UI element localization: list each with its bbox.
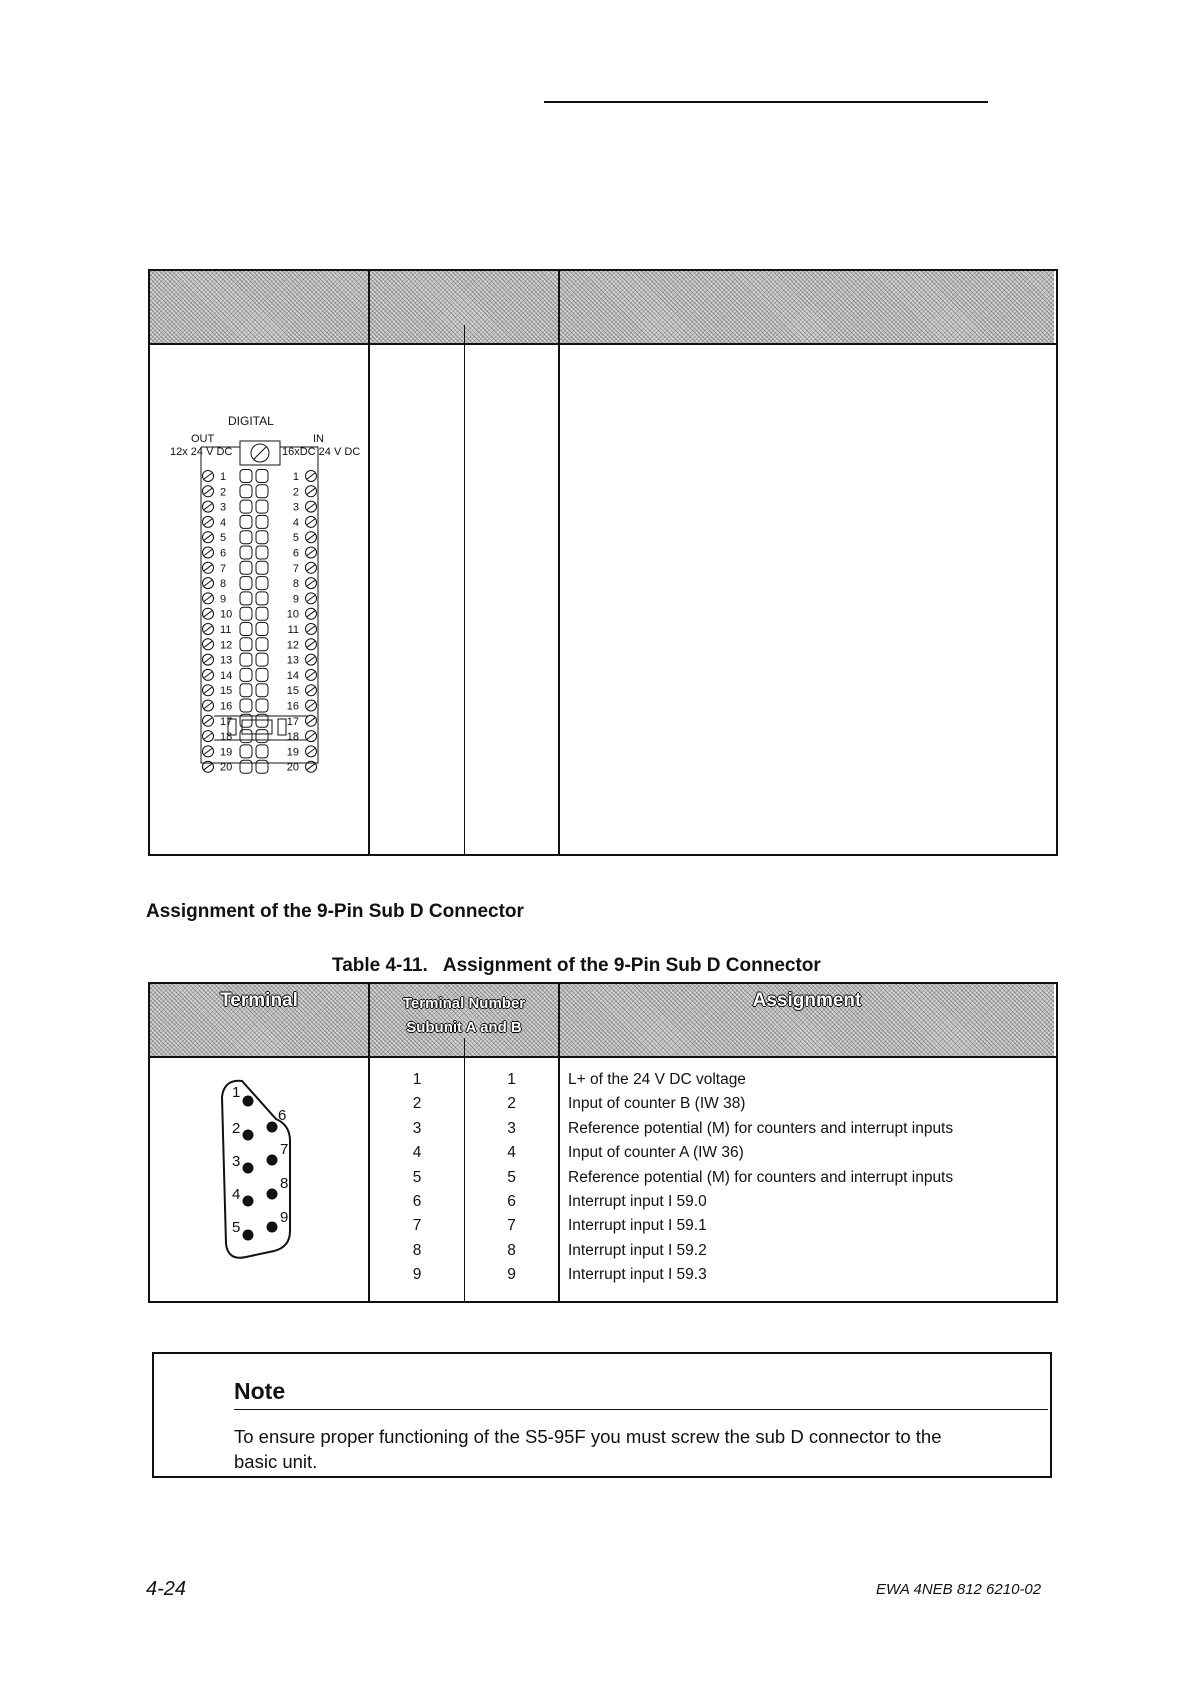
document-id: EWA 4NEB 812 6210-02 [876,1581,1042,1598]
subunit-b-cell: 6 [507,1193,516,1211]
module-socket [240,760,252,773]
connector-pin [267,1155,278,1166]
module-socket [256,577,268,590]
module-socket [256,546,268,559]
module-table-col-line-1 [368,269,370,854]
subunit-a-cell: 2 [412,1095,422,1113]
assignment-cell: Interrupt input I 59.3 [568,1266,707,1284]
module-in-label: IN [313,433,324,445]
connector-pin-label: 6 [278,1107,287,1124]
screw-slot [204,565,212,571]
screw-slot [204,550,212,556]
subunit-b-cell: 4 [507,1144,516,1162]
page-number: 4-24 [146,1578,187,1600]
assignment-table-col-line-2 [558,982,560,1301]
in-terminal-number: 10 [286,608,299,621]
screw-slot [307,672,315,678]
sub-d-connector-diagram [208,1077,318,1277]
module-socket [256,485,268,498]
section-heading: Assignment of the 9-Pin Sub D Connector [146,901,524,922]
screw-slot [307,488,315,494]
screw-slot [204,626,212,632]
connector-pin [243,1096,254,1107]
screw-slot [204,488,212,494]
screw-slot [204,672,212,678]
subunit-a-column [370,1068,464,1288]
out-terminal-number: 12 [220,639,233,652]
assignment-cell: Input of counter A (IW 36) [568,1144,744,1162]
screw-slot [307,580,315,586]
screw-slot [204,703,212,709]
out-terminal-number: 13 [220,654,233,667]
screw-slot [204,733,212,739]
module-socket [240,638,252,651]
subunit-b-cell: 5 [507,1168,516,1186]
screw-slot [204,657,212,663]
connector-pin-label: 5 [232,1219,241,1236]
module-socket [240,485,252,498]
out-terminal-number: 10 [220,608,233,621]
screw-slot [307,519,315,525]
module-socket [240,623,252,636]
subunit-a-cell: 9 [412,1266,422,1284]
out-terminal-number: 11 [220,624,232,636]
header-terminal: Terminal [220,990,298,1011]
assignment-cell: Interrupt input I 59.2 [568,1241,707,1259]
out-terminal-number: 8 [220,578,227,591]
header-rule [544,101,988,103]
out-terminal-number: 16 [220,700,233,713]
subunit-a-cell: 8 [412,1241,422,1259]
assignment-cell: Reference potential (M) for counters and interrupt inputs [568,1119,954,1137]
connector-pin-label: 3 [232,1153,241,1170]
note-title: Note [234,1378,286,1404]
connector-pin-label: 1 [232,1084,241,1101]
in-terminal-number: 8 [292,578,299,591]
module-socket [256,668,268,681]
screw-slot [307,473,315,479]
connector-pin [243,1163,254,1174]
module-socket [256,592,268,605]
module-socket [256,638,268,651]
connector-pin [267,1189,278,1200]
module-socket [240,592,252,605]
module-socket [256,515,268,528]
assignment-cell: Reference potential (M) for counters and interrupt inputs [568,1168,954,1186]
connector-pin-label: 8 [280,1175,289,1192]
module-socket [256,561,268,574]
module-socket [256,607,268,620]
connector-pin [243,1130,254,1141]
out-terminal-number: 4 [220,516,227,529]
module-out-spec: 12x 24 V DC [170,446,233,458]
screw-slot [307,764,315,770]
subunit-b-column [465,1068,558,1288]
module-in-spec: 16xDC 24 V DC [282,446,361,458]
module-table-col-line-2 [558,269,560,854]
connector-pins [232,1084,288,1241]
header-terminal-number-line1: Terminal Number [402,995,526,1012]
module-socket [256,500,268,513]
module-socket [256,760,268,773]
connector-pin [243,1230,254,1241]
module-socket [240,531,252,544]
module-socket [240,546,252,559]
module-socket [256,745,268,758]
subunit-b-cell: 3 [507,1119,516,1137]
module-socket [240,500,252,513]
note-box [152,1352,1052,1478]
out-terminal-number: 19 [220,746,233,759]
out-terminal-number: 9 [220,593,227,606]
subunit-b-cell: 1 [507,1071,516,1088]
screw-slot [307,657,315,663]
screw-slot [204,687,212,693]
connector-pin-label: 7 [280,1141,289,1158]
in-terminal-number: 13 [286,654,299,667]
screw-slot [204,718,212,724]
in-terminal-number: 4 [292,516,299,529]
assignment-table-header-line [148,1056,1058,1058]
screw-slot [307,733,315,739]
subunit-a-cell: 5 [412,1168,422,1186]
assignment-column [568,1068,1048,1288]
assignment-cell: Interrupt input I 59.1 [568,1217,707,1235]
screw-slot [307,703,315,709]
module-socket [240,653,252,666]
in-terminal-number: 16 [286,700,299,713]
screw-slot [307,626,315,632]
screw-slot [204,641,212,647]
module-socket [240,515,252,528]
module-socket [240,470,252,483]
screw-slot [204,748,212,754]
note-rule [234,1409,1048,1410]
screw-slot [307,748,315,754]
connector-pin [267,1122,278,1133]
assignment-cell: L+ of the 24 V DC voltage [568,1071,746,1088]
in-terminal-number: 7 [292,562,299,575]
subunit-a-cell: 4 [412,1144,422,1162]
header-terminal-number-line2: Subunit A and B [406,1019,522,1036]
module-table-subcol-line [464,325,465,854]
subunit-b-cell: 9 [507,1266,516,1284]
screw-slot [307,641,315,647]
subunit-a-cell: 3 [412,1119,422,1137]
in-terminal-number: 14 [286,669,299,682]
out-terminal-number: 17 [220,715,233,728]
subunit-b-cell: 7 [507,1217,516,1235]
screw-slot [307,718,315,724]
out-terminal-number: 18 [220,731,233,744]
in-terminal-number: 19 [286,746,299,759]
subunit-b-cell: 2 [507,1095,516,1113]
connector-pin [267,1222,278,1233]
module-socket [240,684,252,697]
screw-slot [307,611,315,617]
table-caption: Table 4-11. Assignment of the 9-Pin Sub D Connector [332,955,821,976]
out-terminal-number: 15 [220,685,233,698]
in-terminal-number: 11 [287,624,299,636]
screw-slot [307,565,315,571]
in-terminal-number: 12 [286,639,299,652]
in-terminal-number: 18 [286,731,299,744]
subunit-b-cell: 8 [507,1241,516,1259]
digital-module-diagram [148,345,368,845]
module-socket [240,699,252,712]
screw-slot [307,595,315,601]
in-terminal-number: 6 [292,547,299,560]
screw-slot [204,611,212,617]
in-terminal-number: 5 [292,532,299,545]
screw-slot [204,764,212,770]
out-terminal-number: 2 [220,486,227,499]
module-socket [240,745,252,758]
screw-slot [204,534,212,540]
screw-slot [204,580,212,586]
module-socket [256,653,268,666]
screw-slot [204,519,212,525]
module-socket [240,607,252,620]
in-terminal-number: 9 [292,593,299,606]
out-terminal-number: 20 [220,761,233,774]
assignment-cell: Interrupt input I 59.0 [568,1193,707,1211]
out-terminal-number: 5 [220,532,227,545]
subunit-a-cell: 1 [412,1071,422,1088]
module-socket [256,684,268,697]
module-out-label: OUT [191,433,215,445]
module-table [148,269,1056,854]
module-pin-rows [203,470,317,774]
out-terminal-number: 14 [220,669,233,682]
note-text: To ensure proper functioning of the S5-95F you must screw the sub D connector to the basic unit. [234,1426,942,1472]
subunit-a-cell: 7 [412,1217,422,1235]
screw-slot [307,550,315,556]
module-socket [240,668,252,681]
connector-pin-label: 4 [232,1186,241,1203]
screw-slot [307,534,315,540]
screw-slot [307,687,315,693]
in-terminal-number: 3 [292,501,299,514]
connector-pin-label: 2 [232,1120,241,1137]
module-title: DIGITAL [228,414,274,428]
in-terminal-number: 15 [286,685,299,698]
module-socket [256,470,268,483]
module-socket [256,531,268,544]
module-socket [240,577,252,590]
out-terminal-number: 3 [220,501,227,514]
assignment-cell: Input of counter B (IW 38) [568,1095,746,1113]
out-terminal-number: 1 [220,471,227,483]
module-socket [256,699,268,712]
out-terminal-number: 6 [220,547,227,560]
connector-pin [243,1196,254,1207]
connector-pin-label: 9 [280,1209,289,1226]
header-assignment: Assignment [752,990,862,1011]
in-terminal-number: 17 [286,715,299,728]
in-terminal-number: 20 [286,761,299,774]
screw-slot [204,504,212,510]
in-terminal-number: 2 [292,486,299,499]
module-socket [256,730,268,743]
assignment-table [148,982,1058,1302]
module-socket [240,561,252,574]
module-socket [256,623,268,636]
subunit-a-cell: 6 [412,1193,422,1211]
out-terminal-number: 7 [220,562,227,575]
screw-slot [204,595,212,601]
screw-slot [307,504,315,510]
in-terminal-number: 1 [292,471,299,483]
screw-slot [204,473,212,479]
